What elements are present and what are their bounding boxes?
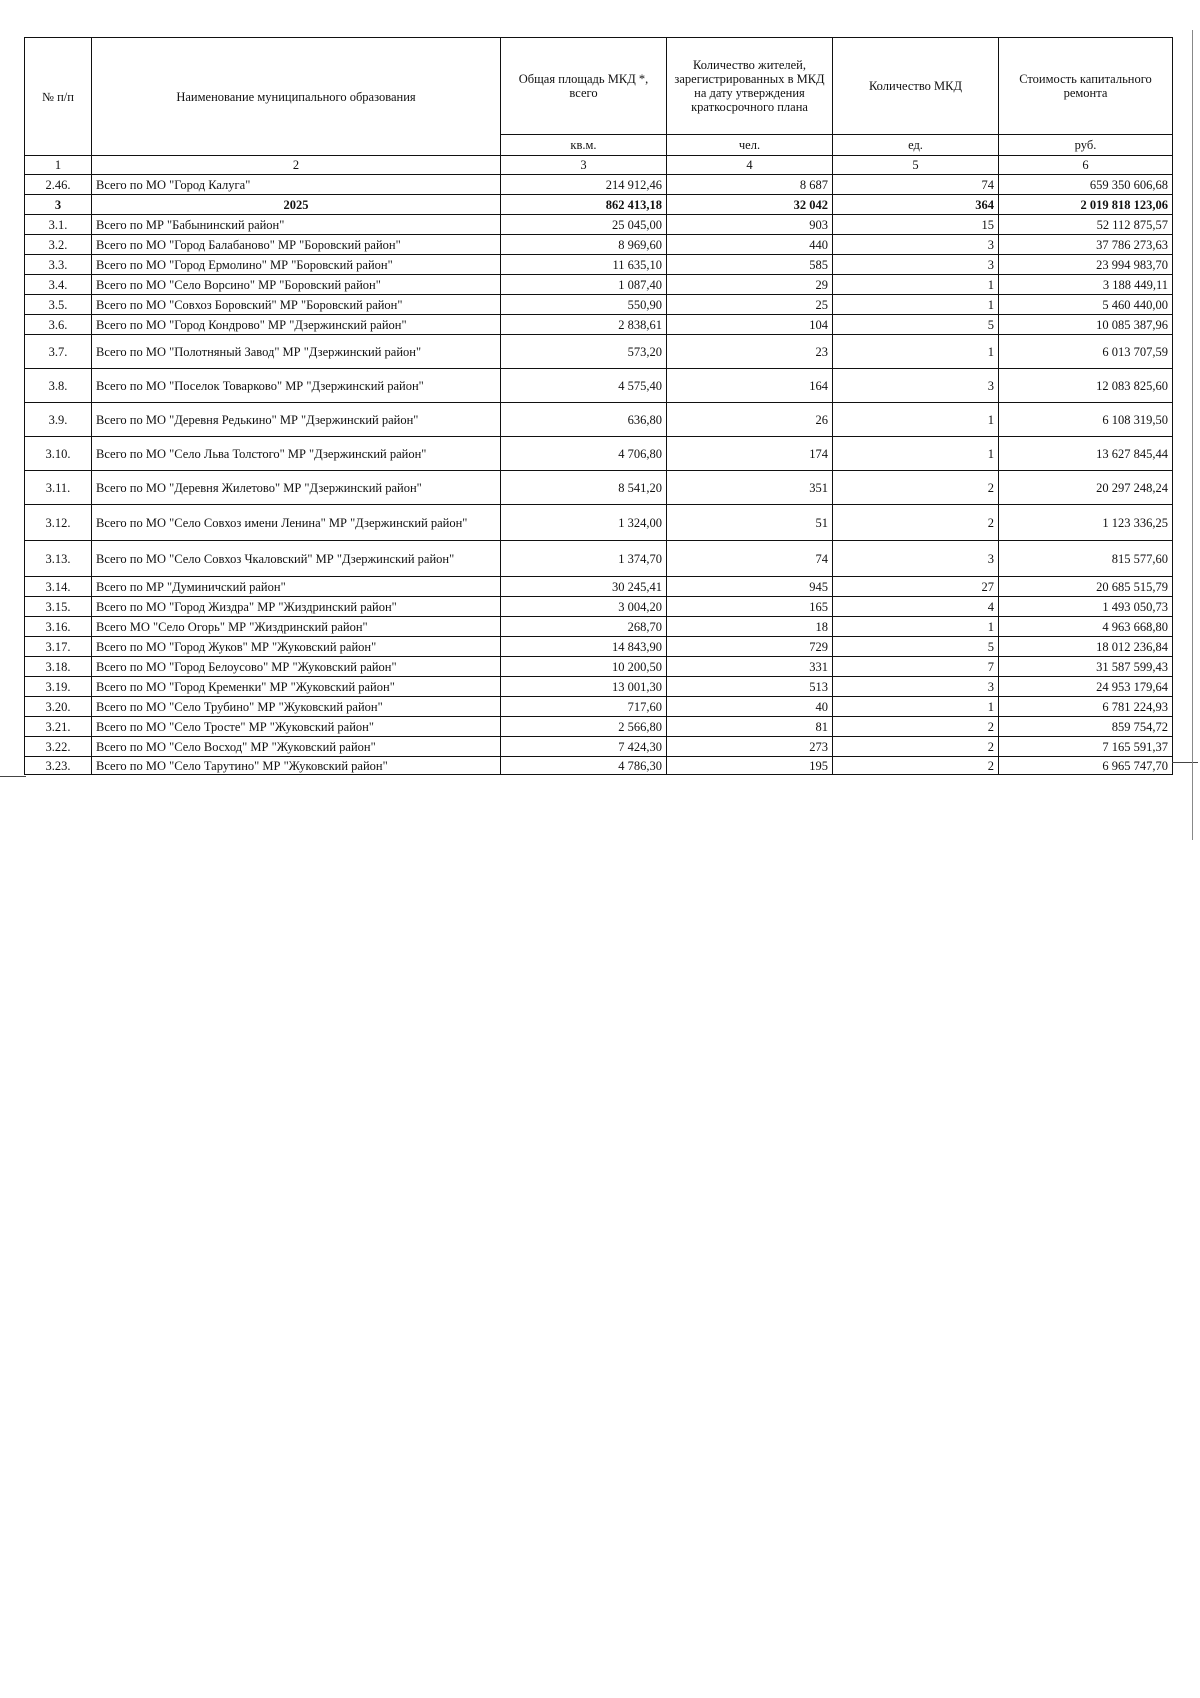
cost-value: 7 165 591,37 [999, 737, 1173, 757]
residents-value: 331 [667, 657, 833, 677]
table-row [25, 275, 1173, 295]
area-value: 636,80 [501, 403, 667, 437]
mkd-count-value: 2 [833, 505, 999, 541]
municipality-name: Всего по МО "Город Балабаново" МР "Боровский район" [92, 235, 501, 255]
header-name: Наименование муниципального образования [92, 38, 501, 156]
mkd-count-value: 4 [833, 597, 999, 617]
row-number: 3.1. [25, 215, 92, 235]
municipality-name: Всего по МО "Город Жиздра" МР "Жиздринский район" [92, 597, 501, 617]
table-row [25, 369, 1173, 403]
municipality-name: Всего по МО "Город Ермолино" МР "Боровский район" [92, 255, 501, 275]
municipality-name: Всего по МО "Город Кондрово" МР "Дзержинский район" [92, 315, 501, 335]
row-number: 3.17. [25, 637, 92, 657]
table-row [25, 677, 1173, 697]
mkd-count-value: 1 [833, 295, 999, 315]
residents-value: 40 [667, 697, 833, 717]
header-number: № п/п [25, 38, 92, 156]
table-row [25, 255, 1173, 275]
row-number: 3.14. [25, 577, 92, 597]
col-number: 2 [92, 156, 501, 175]
col-number: 1 [25, 156, 92, 175]
row-number: 3.3. [25, 255, 92, 275]
residents-value: 585 [667, 255, 833, 275]
residents-value: 26 [667, 403, 833, 437]
area-value: 4 786,30 [501, 757, 667, 775]
row-number: 3.19. [25, 677, 92, 697]
municipality-name: Всего по МО "Деревня Редькино" МР "Дзержинский район" [92, 403, 501, 437]
area-value: 550,90 [501, 295, 667, 315]
area-value: 2 566,80 [501, 717, 667, 737]
residents-value: 104 [667, 315, 833, 335]
table-row [25, 757, 1173, 775]
residents-value: 174 [667, 437, 833, 471]
table-row [25, 335, 1173, 369]
cost-value: 23 994 983,70 [999, 255, 1173, 275]
residents-value: 273 [667, 737, 833, 757]
unit-area: кв.м. [501, 135, 667, 156]
area-value: 2 838,61 [501, 315, 667, 335]
area-value: 10 200,50 [501, 657, 667, 677]
mkd-count-value: 1 [833, 403, 999, 437]
table-row [25, 235, 1173, 255]
mkd-count-value: 2 [833, 717, 999, 737]
residents-value: 23 [667, 335, 833, 369]
table-row [25, 295, 1173, 315]
unit-residents: чел. [667, 135, 833, 156]
mkd-count-value: 1 [833, 697, 999, 717]
mkd-count-value: 2 [833, 737, 999, 757]
residents-value: 29 [667, 275, 833, 295]
mkd-count-value: 3 [833, 541, 999, 577]
mkd-count-value: 1 [833, 437, 999, 471]
header-area: Общая площадь МКД *, всего [501, 38, 667, 135]
cost-value: 6 965 747,70 [999, 757, 1173, 775]
area-value: 268,70 [501, 617, 667, 637]
table-row [25, 617, 1173, 637]
col-number: 5 [833, 156, 999, 175]
mkd-count-value: 2 [833, 757, 999, 775]
area-value: 1 324,00 [501, 505, 667, 541]
table-row [25, 195, 1173, 215]
mkd-count-value: 3 [833, 369, 999, 403]
residents-value: 8 687 [667, 175, 833, 195]
area-value: 8 541,20 [501, 471, 667, 505]
residents-value: 164 [667, 369, 833, 403]
cost-value: 24 953 179,64 [999, 677, 1173, 697]
residents-value: 165 [667, 597, 833, 617]
table-row [25, 717, 1173, 737]
municipality-name: Всего по МО "Село Ворсино" МР "Боровский район" [92, 275, 501, 295]
cost-value: 1 123 336,25 [999, 505, 1173, 541]
table-row [25, 175, 1173, 195]
cost-value: 10 085 387,96 [999, 315, 1173, 335]
mkd-count-value: 1 [833, 335, 999, 369]
cost-value: 18 012 236,84 [999, 637, 1173, 657]
row-number: 3.10. [25, 437, 92, 471]
municipality-name: Всего по МО "Село Тросте" МР "Жуковский район" [92, 717, 501, 737]
area-value: 7 424,30 [501, 737, 667, 757]
municipality-name: Всего по МО "Село Восход" МР "Жуковский район" [92, 737, 501, 757]
row-number: 3.12. [25, 505, 92, 541]
table-row [25, 215, 1173, 235]
municipality-name: Всего по МР "Думиничский район" [92, 577, 501, 597]
row-number: 3.11. [25, 471, 92, 505]
table-row [25, 597, 1173, 617]
header-mkd-count: Количество МКД [833, 38, 999, 135]
header-cost: Стоимость капитального ремонта [999, 38, 1173, 135]
residents-value: 81 [667, 717, 833, 737]
mkd-count-value: 27 [833, 577, 999, 597]
area-value: 1 374,70 [501, 541, 667, 577]
mkd-count-value: 5 [833, 315, 999, 335]
residents-value: 51 [667, 505, 833, 541]
municipality-name: Всего по МО "Деревня Жилетово" МР "Дзержинский район" [92, 471, 501, 505]
document-sheet [24, 37, 1172, 775]
mkd-count-value: 1 [833, 275, 999, 295]
municipality-name: Всего по МР "Бабынинский район" [92, 215, 501, 235]
header-row [25, 38, 1173, 135]
municipality-name: Всего по МО "Поселок Товарково" МР "Дзержинский район" [92, 369, 501, 403]
area-value: 4 575,40 [501, 369, 667, 403]
column-numbers-row [25, 156, 1173, 175]
residents-value: 74 [667, 541, 833, 577]
table-row [25, 637, 1173, 657]
residents-value: 351 [667, 471, 833, 505]
col-number: 3 [501, 156, 667, 175]
cost-value: 4 963 668,80 [999, 617, 1173, 637]
col-number: 4 [667, 156, 833, 175]
mkd-count-value: 3 [833, 677, 999, 697]
mkd-count-value: 3 [833, 235, 999, 255]
municipality-name: Всего по МО "Село Совхоз имени Ленина" МР "Дзержинский район" [92, 505, 501, 541]
municipality-name: Всего по МО "Полотняный Завод" МР "Дзержинский район" [92, 335, 501, 369]
residents-value: 729 [667, 637, 833, 657]
area-value: 214 912,46 [501, 175, 667, 195]
row-number: 3.7. [25, 335, 92, 369]
capital-repair-table [24, 37, 1173, 775]
residents-value: 513 [667, 677, 833, 697]
mkd-count-value: 5 [833, 637, 999, 657]
cost-value: 5 460 440,00 [999, 295, 1173, 315]
table-row [25, 697, 1173, 717]
area-value: 25 045,00 [501, 215, 667, 235]
cost-value: 6 781 224,93 [999, 697, 1173, 717]
row-number: 3.15. [25, 597, 92, 617]
mkd-count-value: 74 [833, 175, 999, 195]
row-number: 3.2. [25, 235, 92, 255]
residents-value: 903 [667, 215, 833, 235]
area-value: 30 245,41 [501, 577, 667, 597]
scan-line-left [0, 776, 26, 777]
cost-value: 6 108 319,50 [999, 403, 1173, 437]
header-residents: Количество жителей, зарегистрированных в МКД на дату утверждения краткосрочного плана [667, 38, 833, 135]
area-value: 717,60 [501, 697, 667, 717]
mkd-count-value: 1 [833, 617, 999, 637]
cost-value: 859 754,72 [999, 717, 1173, 737]
table-body [25, 175, 1173, 775]
mkd-count-value: 2 [833, 471, 999, 505]
table-row [25, 505, 1173, 541]
table-row [25, 403, 1173, 437]
municipality-name: Всего по МО "Город Калуга" [92, 175, 501, 195]
municipality-name: 2025 [92, 195, 501, 215]
area-value: 573,20 [501, 335, 667, 369]
table-row [25, 737, 1173, 757]
residents-value: 32 042 [667, 195, 833, 215]
cost-value: 13 627 845,44 [999, 437, 1173, 471]
unit-mkd: ед. [833, 135, 999, 156]
municipality-name: Всего по МО "Село Трубино" МР "Жуковский район" [92, 697, 501, 717]
mkd-count-value: 15 [833, 215, 999, 235]
row-number: 3.16. [25, 617, 92, 637]
municipality-name: Всего по МО "Село Льва Толстого" МР "Дзержинский район" [92, 437, 501, 471]
mkd-count-value: 364 [833, 195, 999, 215]
residents-value: 945 [667, 577, 833, 597]
cost-value: 3 188 449,11 [999, 275, 1173, 295]
residents-value: 25 [667, 295, 833, 315]
table-row [25, 657, 1173, 677]
scan-edge [1192, 30, 1195, 840]
area-value: 14 843,90 [501, 637, 667, 657]
row-number: 3.6. [25, 315, 92, 335]
row-number: 3.4. [25, 275, 92, 295]
row-number: 3 [25, 195, 92, 215]
col-number: 6 [999, 156, 1173, 175]
cost-value: 37 786 273,63 [999, 235, 1173, 255]
cost-value: 12 083 825,60 [999, 369, 1173, 403]
row-number: 2.46. [25, 175, 92, 195]
table-row [25, 471, 1173, 505]
area-value: 1 087,40 [501, 275, 667, 295]
municipality-name: Всего по МО "Город Жуков" МР "Жуковский район" [92, 637, 501, 657]
mkd-count-value: 7 [833, 657, 999, 677]
row-number: 3.8. [25, 369, 92, 403]
table-row [25, 437, 1173, 471]
area-value: 3 004,20 [501, 597, 667, 617]
residents-value: 18 [667, 617, 833, 637]
cost-value: 20 685 515,79 [999, 577, 1173, 597]
area-value: 4 706,80 [501, 437, 667, 471]
row-number: 3.9. [25, 403, 92, 437]
row-number: 3.5. [25, 295, 92, 315]
municipality-name: Всего по МО "Село Совхоз Чкаловский" МР "Дзержинский район" [92, 541, 501, 577]
municipality-name: Всего по МО "Совхоз Боровский" МР "Боровский район" [92, 295, 501, 315]
unit-cost: руб. [999, 135, 1173, 156]
row-number: 3.23. [25, 757, 92, 775]
municipality-name: Всего МО "Село Огорь" МР "Жиздринский район" [92, 617, 501, 637]
cost-value: 31 587 599,43 [999, 657, 1173, 677]
cost-value: 1 493 050,73 [999, 597, 1173, 617]
residents-value: 195 [667, 757, 833, 775]
table-row [25, 577, 1173, 597]
row-number: 3.13. [25, 541, 92, 577]
table-row [25, 541, 1173, 577]
cost-value: 2 019 818 123,06 [999, 195, 1173, 215]
area-value: 13 001,30 [501, 677, 667, 697]
municipality-name: Всего по МО "Село Тарутино" МР "Жуковский район" [92, 757, 501, 775]
cost-value: 659 350 606,68 [999, 175, 1173, 195]
table-row [25, 315, 1173, 335]
cost-value: 6 013 707,59 [999, 335, 1173, 369]
row-number: 3.18. [25, 657, 92, 677]
row-number: 3.21. [25, 717, 92, 737]
municipality-name: Всего по МО "Город Белоусово" МР "Жуковский район" [92, 657, 501, 677]
residents-value: 440 [667, 235, 833, 255]
area-value: 11 635,10 [501, 255, 667, 275]
mkd-count-value: 3 [833, 255, 999, 275]
area-value: 8 969,60 [501, 235, 667, 255]
row-number: 3.22. [25, 737, 92, 757]
cost-value: 20 297 248,24 [999, 471, 1173, 505]
cost-value: 52 112 875,57 [999, 215, 1173, 235]
municipality-name: Всего по МО "Город Кременки" МР "Жуковский район" [92, 677, 501, 697]
area-value: 862 413,18 [501, 195, 667, 215]
cost-value: 815 577,60 [999, 541, 1173, 577]
row-number: 3.20. [25, 697, 92, 717]
